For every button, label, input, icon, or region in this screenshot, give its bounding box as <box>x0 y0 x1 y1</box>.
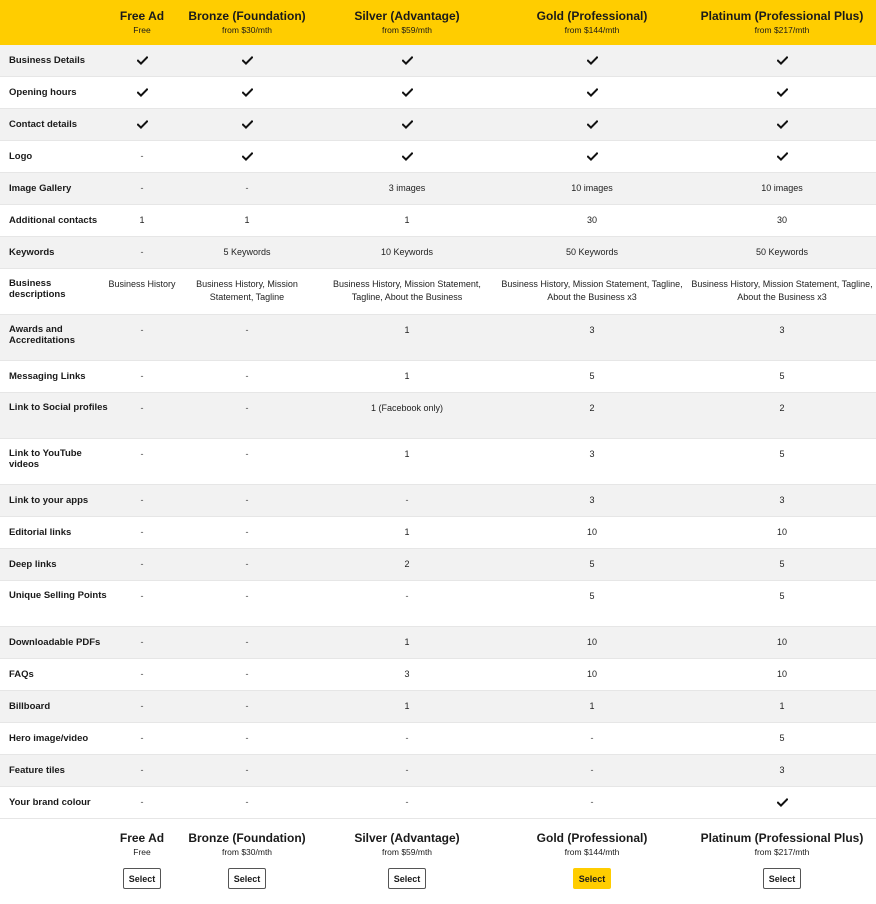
tier-price: from $217/mth <box>754 847 810 857</box>
feature-cell <box>496 77 688 108</box>
feature-cell: - <box>245 527 249 537</box>
select-gold-professional-button[interactable]: Select <box>573 868 611 889</box>
feature-cell: - <box>245 403 249 413</box>
tier-footer-free-ad <box>108 819 176 904</box>
feature-label: Link to YouTube videos <box>9 448 82 470</box>
feature-cell: - <box>245 669 249 679</box>
tier-price: from $30/mth <box>221 847 273 857</box>
feature-cell: - <box>140 669 144 679</box>
check-icon <box>137 56 148 65</box>
feature-cell: - <box>140 797 144 807</box>
feature-cell: 2 <box>404 559 410 569</box>
feature-label: Feature tiles <box>9 765 65 776</box>
feature-row-link-to-social-profiles <box>0 393 876 439</box>
feature-cell: 30 <box>776 215 787 225</box>
feature-cell <box>496 109 688 140</box>
feature-cell <box>688 45 876 76</box>
feature-cell: - <box>590 733 594 743</box>
comparison-footer <box>0 819 876 904</box>
feature-cell: 50 Keywords <box>755 247 809 257</box>
feature-row-deep-links <box>0 549 876 581</box>
feature-row-hero-image-video <box>0 723 876 755</box>
tier-name: Silver (Advantage) <box>354 831 460 845</box>
feature-label: Keywords <box>9 247 55 258</box>
feature-cell <box>318 77 496 108</box>
feature-cell: - <box>245 371 249 381</box>
check-icon <box>587 120 598 129</box>
feature-cell: - <box>590 765 594 775</box>
feature-row-opening-hours <box>0 77 876 109</box>
select-silver-advantage-button[interactable]: Select <box>388 868 426 889</box>
feature-cell <box>176 141 318 172</box>
feature-cell: 1 <box>404 701 410 711</box>
tier-name: Platinum (Professional Plus) <box>700 831 864 845</box>
check-icon <box>242 120 253 129</box>
feature-cell: - <box>140 591 144 601</box>
feature-label: Deep links <box>9 559 57 570</box>
tier-price: Free <box>133 847 151 857</box>
feature-cell: 3 <box>779 325 785 335</box>
feature-cell: 5 <box>779 591 785 601</box>
feature-cell: 2 <box>589 403 595 413</box>
feature-label: Your brand colour <box>9 797 91 808</box>
feature-cell: - <box>245 733 249 743</box>
feature-cell: 3 images <box>388 183 426 193</box>
feature-cell: - <box>140 733 144 743</box>
feature-cell: - <box>245 637 249 647</box>
feature-cell: - <box>140 527 144 537</box>
feature-cell: 5 <box>589 559 595 569</box>
feature-cell: - <box>405 765 409 775</box>
tier-footer-gold-professional <box>496 819 688 904</box>
feature-cell: 5 <box>589 591 595 601</box>
feature-label: Downloadable PDFs <box>9 637 101 648</box>
select-bronze-foundation-button[interactable]: Select <box>228 868 266 889</box>
feature-cell <box>688 77 876 108</box>
feature-cell: 3 <box>589 495 595 505</box>
feature-cell <box>176 45 318 76</box>
feature-label: Hero image/video <box>9 733 89 744</box>
tier-header-silver-advantage <box>318 0 496 45</box>
feature-cell: - <box>590 797 594 807</box>
feature-cell: 10 <box>776 669 787 679</box>
feature-cell: 10 <box>776 527 787 537</box>
feature-cell: 1 <box>139 215 145 225</box>
feature-label: Business Details <box>9 55 86 66</box>
feature-cell: - <box>140 559 144 569</box>
feature-cell: 5 <box>779 371 785 381</box>
tier-header-platinum-professional-plus <box>688 0 876 45</box>
feature-cell: - <box>245 183 249 193</box>
check-icon <box>777 152 788 161</box>
feature-row-awards-and-accreditations <box>0 315 876 361</box>
check-icon <box>587 88 598 97</box>
feature-cell: 3 <box>779 765 785 775</box>
feature-cell <box>318 45 496 76</box>
feature-cell <box>108 77 176 108</box>
tier-price: from $59/mth <box>381 847 433 857</box>
feature-row-your-brand-colour <box>0 787 876 819</box>
tier-name: Silver (Advantage) <box>354 9 460 23</box>
feature-label: Contact details <box>9 119 78 130</box>
feature-row-link-to-youtube-videos <box>0 439 876 485</box>
tier-price: from $30/mth <box>221 25 273 35</box>
feature-table <box>0 45 876 819</box>
feature-cell: - <box>405 733 409 743</box>
feature-cell: - <box>140 151 144 161</box>
feature-row-faqs <box>0 659 876 691</box>
feature-cell: - <box>140 403 144 413</box>
feature-cell: 30 <box>586 215 597 225</box>
tier-price: from $59/mth <box>381 25 433 35</box>
check-icon <box>777 56 788 65</box>
feature-cell: Business History, Mission Statement, Tagline, About the Business x3 <box>691 279 873 302</box>
feature-cell: - <box>140 765 144 775</box>
feature-cell: 3 <box>404 669 410 679</box>
feature-row-messaging-links <box>0 361 876 393</box>
feature-row-billboard <box>0 691 876 723</box>
tier-name: Gold (Professional) <box>536 831 648 845</box>
feature-cell: 5 <box>779 559 785 569</box>
tier-name: Free Ad <box>119 9 165 23</box>
feature-cell: - <box>245 765 249 775</box>
feature-row-additional-contacts <box>0 205 876 237</box>
feature-cell: - <box>140 449 144 459</box>
feature-row-editorial-links <box>0 517 876 549</box>
feature-cell: 5 <box>589 371 595 381</box>
tier-price: from $144/mth <box>564 847 620 857</box>
feature-cell: 1 (Facebook only) <box>370 403 444 413</box>
feature-cell: 5 Keywords <box>223 247 271 257</box>
check-icon <box>242 56 253 65</box>
feature-cell: Business History, Mission Statement, Tagline, About the Business <box>333 279 481 302</box>
feature-row-logo <box>0 141 876 173</box>
feature-row-image-gallery <box>0 173 876 205</box>
feature-cell <box>496 141 688 172</box>
tier-header-bronze-foundation <box>176 0 318 45</box>
feature-cell <box>688 141 876 172</box>
feature-cell: 10 Keywords <box>380 247 434 257</box>
feature-label: Opening hours <box>9 87 77 98</box>
header-spacer <box>0 0 108 45</box>
check-icon <box>777 120 788 129</box>
feature-cell: 1 <box>404 325 410 335</box>
select-platinum-professional-plus-button[interactable]: Select <box>763 868 801 889</box>
feature-cell: 5 <box>779 733 785 743</box>
feature-label: Additional contacts <box>9 215 98 226</box>
feature-cell <box>688 109 876 140</box>
comparison-header <box>0 0 876 45</box>
feature-cell: - <box>405 591 409 601</box>
feature-label: Business descriptions <box>9 278 66 300</box>
feature-cell: - <box>245 559 249 569</box>
feature-cell: 50 Keywords <box>565 247 619 257</box>
feature-cell: - <box>140 495 144 505</box>
feature-cell <box>108 45 176 76</box>
tier-name: Bronze (Foundation) <box>188 9 306 23</box>
check-icon <box>402 56 413 65</box>
select-free-ad-button[interactable]: Select <box>123 868 161 889</box>
feature-row-feature-tiles <box>0 755 876 787</box>
feature-label: Messaging Links <box>9 371 86 382</box>
feature-cell: 1 <box>404 371 410 381</box>
feature-cell: 10 <box>586 637 597 647</box>
feature-cell <box>176 77 318 108</box>
feature-cell: 10 images <box>571 183 613 193</box>
check-icon <box>777 798 788 807</box>
feature-cell: Business History, Mission Statement, Tagline, About the Business x3 <box>501 279 683 302</box>
feature-cell: 3 <box>779 495 785 505</box>
feature-cell <box>496 45 688 76</box>
feature-cell: - <box>140 371 144 381</box>
feature-cell: 10 <box>586 527 597 537</box>
feature-cell: - <box>140 325 144 335</box>
feature-label: Image Gallery <box>9 183 72 194</box>
feature-cell: 1 <box>779 701 785 711</box>
check-icon <box>402 88 413 97</box>
feature-cell: 10 <box>776 637 787 647</box>
check-icon <box>402 152 413 161</box>
feature-label: Link to Social profiles <box>9 402 108 413</box>
feature-label: Unique Selling Points <box>9 590 107 601</box>
footer-spacer <box>0 819 108 904</box>
feature-cell: Business History, Mission Statement, Tagline <box>196 279 298 302</box>
feature-cell: - <box>245 325 249 335</box>
feature-label: Awards and Accreditations <box>9 324 75 346</box>
check-icon <box>242 88 253 97</box>
feature-cell: 3 <box>589 449 595 459</box>
feature-row-keywords <box>0 237 876 269</box>
feature-cell: 3 <box>589 325 595 335</box>
tier-price: from $144/mth <box>564 25 620 35</box>
feature-row-link-to-your-apps <box>0 485 876 517</box>
feature-cell <box>688 787 876 818</box>
tier-price: Free <box>133 25 151 35</box>
feature-cell: 1 <box>404 215 410 225</box>
feature-cell: Business History <box>108 279 176 289</box>
check-icon <box>777 88 788 97</box>
feature-cell: 1 <box>244 215 250 225</box>
feature-cell: 5 <box>779 449 785 459</box>
feature-cell: 1 <box>589 701 595 711</box>
feature-cell: - <box>245 591 249 601</box>
check-icon <box>402 120 413 129</box>
feature-cell: - <box>245 449 249 459</box>
tier-price: from $217/mth <box>754 25 810 35</box>
tier-name: Bronze (Foundation) <box>188 831 306 845</box>
tier-header-free-ad <box>108 0 176 45</box>
tier-name: Gold (Professional) <box>536 9 648 23</box>
tier-header-gold-professional <box>496 0 688 45</box>
check-icon <box>137 88 148 97</box>
feature-cell: - <box>140 701 144 711</box>
check-icon <box>587 152 598 161</box>
feature-cell <box>108 109 176 140</box>
feature-cell: - <box>405 495 409 505</box>
tier-name: Free Ad <box>119 831 165 845</box>
check-icon <box>137 120 148 129</box>
feature-cell: - <box>245 797 249 807</box>
feature-row-contact-details <box>0 109 876 141</box>
feature-cell: 1 <box>404 637 410 647</box>
tier-footer-platinum-professional-plus <box>688 819 876 904</box>
feature-cell <box>318 109 496 140</box>
feature-label: Billboard <box>9 701 51 712</box>
feature-row-business-descriptions <box>0 269 876 315</box>
check-icon <box>587 56 598 65</box>
feature-cell: - <box>245 701 249 711</box>
feature-cell: 1 <box>404 527 410 537</box>
feature-cell: - <box>140 183 144 193</box>
feature-cell: - <box>140 637 144 647</box>
feature-cell: 2 <box>779 403 785 413</box>
feature-cell: - <box>245 495 249 505</box>
check-icon <box>242 152 253 161</box>
feature-row-unique-selling-points <box>0 581 876 627</box>
tier-footer-bronze-foundation <box>176 819 318 904</box>
feature-label: FAQs <box>9 669 34 680</box>
tier-footer-silver-advantage <box>318 819 496 904</box>
feature-label: Editorial links <box>9 527 72 538</box>
feature-label: Link to your apps <box>9 495 89 506</box>
feature-cell <box>318 141 496 172</box>
feature-cell: - <box>140 247 144 257</box>
feature-cell <box>176 109 318 140</box>
feature-cell: 10 images <box>761 183 803 193</box>
feature-row-downloadable-pdfs <box>0 627 876 659</box>
feature-cell: 1 <box>404 449 410 459</box>
feature-cell: 10 <box>586 669 597 679</box>
feature-row-business-details <box>0 45 876 77</box>
tier-name: Platinum (Professional Plus) <box>700 9 864 23</box>
feature-label: Logo <box>9 151 33 162</box>
feature-cell: - <box>405 797 409 807</box>
